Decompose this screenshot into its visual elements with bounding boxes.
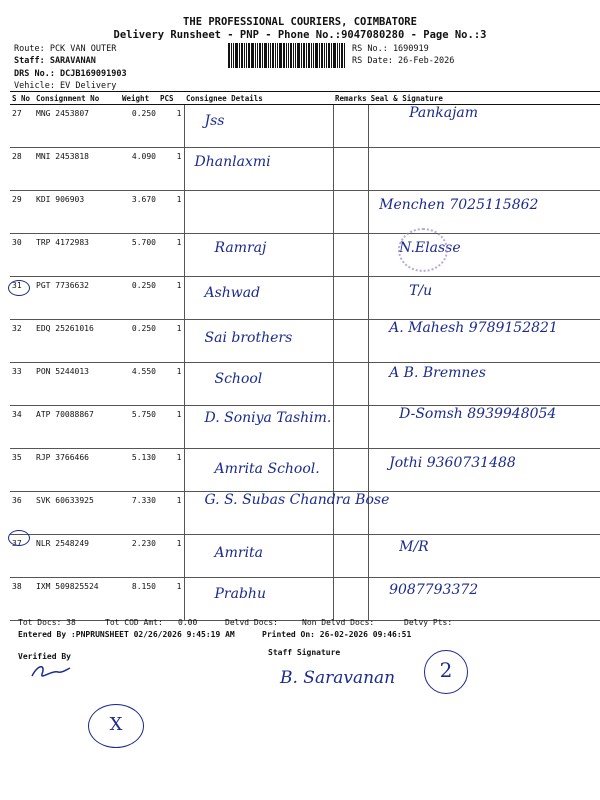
- delivery-points: Delvy Pts:: [404, 618, 453, 627]
- verified-scribble: [28, 660, 72, 682]
- consignee-handwriting: G. S. Subas Chandra Bose: [204, 492, 390, 508]
- cell-seal: [369, 535, 600, 578]
- printed-on: Printed On: 26-02-2026 09:46:51: [262, 630, 412, 639]
- cell-consignee: [184, 277, 333, 320]
- cell-sno: 32: [10, 320, 34, 363]
- consignee-handwriting: Prabhu: [214, 586, 266, 602]
- cell-seal: [369, 320, 600, 363]
- col-weight: Weight: [120, 92, 158, 105]
- cell-weight: 4.550: [120, 363, 158, 406]
- cell-weight: 0.250: [120, 277, 158, 320]
- cell-consignment: NLR 2548249: [34, 535, 120, 578]
- cell-sno: 31: [10, 277, 34, 320]
- cell-consignment: ATP 70088867: [34, 406, 120, 449]
- cell-remarks: [333, 449, 369, 492]
- total-docs: Tot Docs: 38: [18, 618, 76, 627]
- non-delivered-docs: Non Delvd Docs:: [302, 618, 375, 627]
- barcode: [228, 43, 346, 68]
- consignee-handwriting: School: [214, 371, 263, 387]
- cell-remarks: [333, 105, 369, 148]
- consignee-handwriting: Dhanlaxmi: [194, 154, 271, 170]
- cell-remarks: [333, 191, 369, 234]
- cell-sno: 27: [10, 105, 34, 148]
- seal-stamp: [398, 228, 448, 272]
- total-cod-value: 0.00: [178, 618, 198, 627]
- vehicle-label: Vehicle: EV Delivery: [14, 81, 117, 91]
- seal-signature-handwriting: M/R: [399, 539, 429, 555]
- table-row: [10, 406, 600, 449]
- consignee-handwriting: Amrita: [214, 545, 264, 561]
- cell-consignment: PON 5244013: [34, 363, 120, 406]
- delivered-docs: Delvd Docs:: [225, 618, 278, 627]
- cell-weight: 5.130: [120, 449, 158, 492]
- staff-signature: B. Saravanan: [280, 668, 396, 688]
- cell-consignee: [184, 191, 333, 234]
- table-row: [10, 535, 600, 578]
- cell-consignment: EDQ 25261016: [34, 320, 120, 363]
- seal-signature-handwriting: N.Elasse: [399, 240, 461, 256]
- consignee-handwriting: Ramraj: [214, 240, 267, 256]
- cell-remarks: [333, 277, 369, 320]
- cell-remarks: [333, 535, 369, 578]
- seal-signature-handwriting: A B. Bremnes: [389, 365, 486, 381]
- cell-consignment: IXM 509825524: [34, 578, 120, 621]
- route-label: Route: PCK VAN OUTER: [14, 44, 117, 54]
- cell-sno: 35: [10, 449, 34, 492]
- consignee-handwriting: Amrita School.: [214, 461, 320, 477]
- table-row: [10, 105, 600, 148]
- cell-sno: 30: [10, 234, 34, 277]
- staff-signature-label: Staff Signature: [268, 648, 341, 657]
- circle-mark-31: [8, 280, 30, 296]
- cell-consignee: [184, 449, 333, 492]
- cell-consignee: [184, 363, 333, 406]
- cell-sno: 34: [10, 406, 34, 449]
- table-row: [10, 320, 600, 363]
- cell-remarks: [333, 492, 369, 535]
- runsheet-table: [10, 91, 600, 621]
- cell-consignment: RJP 3766466: [34, 449, 120, 492]
- col-seal: Seal & Signature: [369, 92, 600, 105]
- cell-pcs: 1: [158, 320, 184, 363]
- consignee-handwriting: Ashwad: [204, 285, 261, 301]
- cell-seal: [369, 148, 600, 191]
- verified-by-label: Verified By: [18, 652, 71, 661]
- cell-consignment: TRP 4172983: [34, 234, 120, 277]
- cell-pcs: 1: [158, 105, 184, 148]
- document-title: THE PROFESSIONAL COURIERS, COIMBATORE: [183, 16, 417, 28]
- circled-x-mark: [88, 704, 144, 748]
- cell-seal: [369, 492, 600, 535]
- seal-signature-handwriting: Pankajam: [409, 105, 479, 121]
- cell-pcs: 1: [158, 277, 184, 320]
- cell-seal: [369, 406, 600, 449]
- table-row: [10, 148, 600, 191]
- cell-seal: [369, 191, 600, 234]
- seal-signature-handwriting: A. Mahesh 9789152821: [389, 320, 558, 336]
- cell-weight: 5.750: [120, 406, 158, 449]
- cell-remarks: [333, 578, 369, 621]
- cell-pcs: 1: [158, 406, 184, 449]
- cell-weight: 0.250: [120, 105, 158, 148]
- cell-pcs: 1: [158, 492, 184, 535]
- circled-number-mark: [424, 650, 468, 694]
- consignee-handwriting: Sai brothers: [204, 330, 293, 346]
- cell-sno: 37: [10, 535, 34, 578]
- cell-remarks: [333, 406, 369, 449]
- cell-consignee: [184, 578, 333, 621]
- cell-weight: 3.670: [120, 191, 158, 234]
- cell-consignee: [184, 535, 333, 578]
- cell-sno: 33: [10, 363, 34, 406]
- cell-sno: 38: [10, 578, 34, 621]
- seal-signature-handwriting: D-Somsh 8939948054: [399, 406, 557, 422]
- cell-consignee: [184, 234, 333, 277]
- table-row: [10, 578, 600, 621]
- drs-number: DRS No.: DCJB169091903: [14, 69, 127, 79]
- table-row: [10, 492, 600, 535]
- cell-weight: 7.330: [120, 492, 158, 535]
- consignee-handwriting: D. Soniya Tashim.: [204, 410, 332, 426]
- seal-signature-handwriting: 9087793372: [389, 582, 479, 598]
- cell-pcs: 1: [158, 191, 184, 234]
- col-remarks: Remarks: [335, 93, 367, 103]
- seal-signature-handwriting: T/u: [409, 283, 433, 299]
- cell-remarks: [333, 363, 369, 406]
- cell-consignment: KDI 906903: [34, 191, 120, 234]
- table-row: [10, 449, 600, 492]
- cell-consignee: [184, 492, 390, 535]
- cell-sno: 36: [10, 492, 34, 535]
- table-row: [10, 234, 600, 277]
- document-subtitle: Delivery Runsheet - PNP - Phone No.:9047080280 - Page No.:3: [113, 29, 487, 41]
- cell-consignee: [184, 148, 333, 191]
- rs-number: RS No.: 1690919: [352, 44, 429, 54]
- circle-mark-37: [8, 530, 30, 546]
- consignee-handwriting: Jss: [204, 113, 225, 129]
- cell-pcs: 1: [158, 363, 184, 406]
- staff-label: Staff: SARAVANAN: [14, 56, 96, 66]
- cell-pcs: 1: [158, 234, 184, 277]
- entered-by: Entered By :PNPRUNSHEET 02/26/2026 9:45:19 AM: [18, 630, 235, 639]
- cell-sno: 29: [10, 191, 34, 234]
- cell-pcs: 1: [158, 449, 184, 492]
- cell-remarks: [333, 148, 369, 191]
- seal-signature-handwriting: Menchen 7025115862: [379, 197, 539, 213]
- cell-weight: 8.150: [120, 578, 158, 621]
- cell-consignment: PGT 7736632: [34, 277, 120, 320]
- cell-remarks: [333, 320, 369, 363]
- cell-seal: [369, 363, 600, 406]
- cell-seal: [369, 105, 600, 148]
- cell-pcs: 1: [158, 535, 184, 578]
- cell-pcs: 1: [158, 578, 184, 621]
- cell-sno: 28: [10, 148, 34, 191]
- cell-consignee: [184, 105, 333, 148]
- cell-weight: 4.090: [120, 148, 158, 191]
- cell-weight: 2.230: [120, 535, 158, 578]
- col-pcs: PCS: [158, 92, 184, 105]
- cell-consignment: MNG 2453807: [34, 105, 120, 148]
- cell-pcs: 1: [158, 148, 184, 191]
- cell-consignment: MNI 2453818: [34, 148, 120, 191]
- cell-consignee: [184, 406, 333, 449]
- col-consignment: Consignment No: [34, 92, 120, 105]
- cell-weight: 0.250: [120, 320, 158, 363]
- table-header-row: [10, 92, 600, 105]
- cell-seal: [369, 277, 600, 320]
- col-consignee: Consignee Details: [184, 92, 333, 105]
- table-row: [10, 363, 600, 406]
- circled-x: X: [109, 714, 123, 735]
- total-cod-label: Tot COD Amt:: [105, 618, 163, 627]
- table-row: [10, 277, 600, 320]
- table-row: [10, 191, 600, 234]
- cell-seal: [369, 578, 600, 621]
- cell-weight: 5.700: [120, 234, 158, 277]
- cell-consignment: SVK 60633925: [34, 492, 120, 535]
- circled-number: 2: [439, 658, 453, 682]
- seal-signature-handwriting: Jothi 9360731488: [389, 455, 516, 471]
- cell-remarks: [333, 234, 369, 277]
- rs-date: RS Date: 26-Feb-2026: [352, 56, 455, 66]
- col-sno: S No: [10, 92, 34, 105]
- cell-seal: [369, 449, 600, 492]
- cell-consignee: [184, 320, 333, 363]
